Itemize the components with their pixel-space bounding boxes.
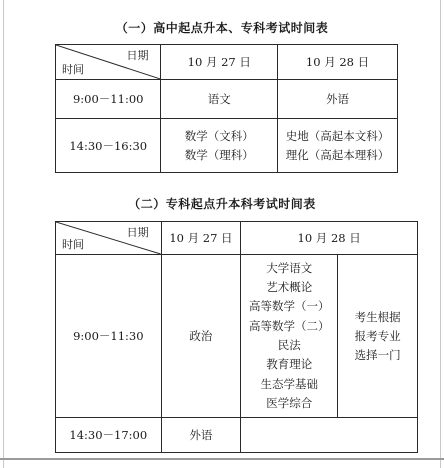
table1-title: （一）高中起点升本、专科考试时间表 <box>115 21 329 35</box>
date-label: 日期 <box>126 49 149 62</box>
day2-header: 10 月 28 日 <box>278 45 398 80</box>
page-edge-left <box>3 0 4 468</box>
time-slot-morning: 9:00－11:30 <box>56 255 162 418</box>
empty-cell <box>241 418 418 453</box>
time-label: 时间 <box>62 238 84 251</box>
time-slot-afternoon: 14:30－16:30 <box>56 119 161 173</box>
subject-cell: 语文 <box>161 80 278 119</box>
subject-line: 数学（文科） <box>184 128 254 143</box>
subject-line: 数学（理科） <box>184 147 254 162</box>
note-line: 报考专业 <box>354 328 401 343</box>
note-line: 考生根据 <box>354 309 401 324</box>
subject-cell <box>161 119 278 173</box>
elective-subjects-cell <box>241 255 338 418</box>
subject-line: 高等数学（一） <box>248 299 330 314</box>
elective-note-cell <box>338 255 418 418</box>
diagonal-header-cell <box>56 222 162 255</box>
subject-cell: 政治 <box>161 255 241 418</box>
subject-line: 生态学基础 <box>260 376 318 391</box>
subject-line: 民法 <box>277 338 301 352</box>
day1-header: 10 月 27 日 <box>161 222 241 255</box>
subject-cell: 外语 <box>161 418 241 453</box>
subject-line: 艺术概论 <box>266 280 313 295</box>
diagonal-header-cell <box>56 45 161 80</box>
exam-schedule-table-1 <box>55 44 398 173</box>
date-label: 日期 <box>126 226 149 239</box>
subject-line: 教育理论 <box>266 357 313 372</box>
time-label: 时间 <box>62 63 84 76</box>
subject-line: 医学综合 <box>266 395 313 410</box>
subject-line: 大学语文 <box>266 260 313 275</box>
table2-title: （二）专科起点升本科考试时间表 <box>128 197 316 211</box>
note-line: 选择一门 <box>354 347 401 362</box>
subject-cell: 外语 <box>278 80 398 119</box>
day2-header: 10 月 28 日 <box>241 222 418 255</box>
page-edge-right <box>440 0 441 468</box>
time-slot-afternoon: 14:30－17:00 <box>56 418 162 453</box>
subject-cell <box>278 119 398 173</box>
subject-line: 史地（高起本文科） <box>285 128 390 143</box>
subject-line: 高等数学（二） <box>248 318 330 333</box>
exam-schedule-table-2 <box>55 221 418 453</box>
bottom-rule <box>0 458 444 460</box>
day1-header: 10 月 27 日 <box>161 45 278 80</box>
subject-line: 理化（高起本理科） <box>285 147 390 162</box>
time-slot-morning: 9:00－11:00 <box>56 80 161 119</box>
